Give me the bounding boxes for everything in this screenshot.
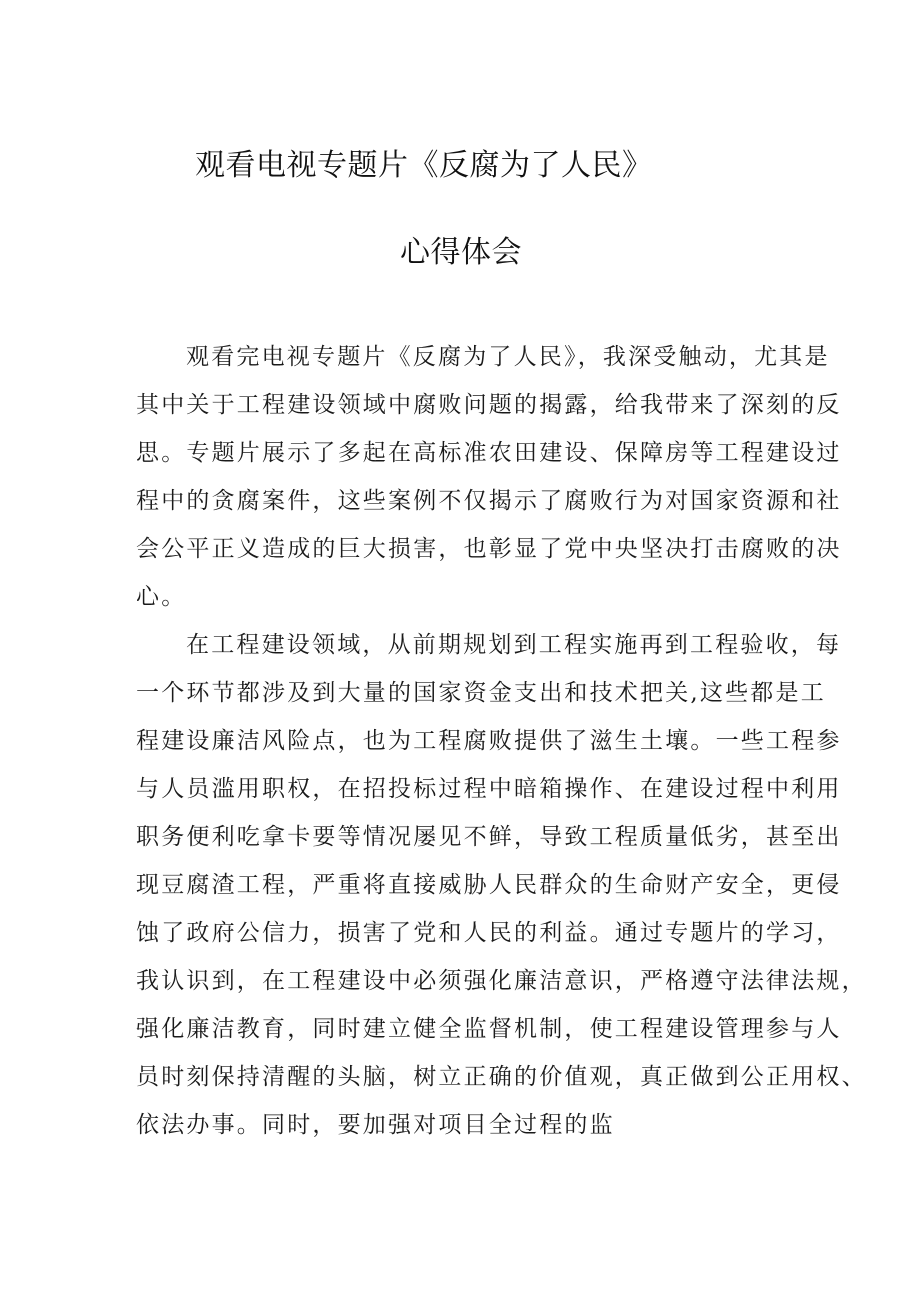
paragraph-line: 蚀了政府公信力，损害了党和人民的利益。通过专题片的学习， (136, 920, 842, 946)
paragraph-line: 思。专题片展示了多起在高标准农田建设、保障房等工程建设过 (136, 440, 842, 466)
paragraph-line: 在工程建设领域，从前期规划到工程实施再到工程验收，每 (186, 632, 842, 658)
paragraph-line: 员时刻保持清醒的头脑，树立正确的价值观，真正做到公正用权、 (136, 1064, 867, 1090)
paragraph-line: 心。 (136, 584, 187, 610)
paragraph-line: 强化廉洁教育，同时建立健全监督机制，使工程建设管理参与人 (136, 1016, 842, 1042)
paragraph-line: 与人员滥用职权，在招投标过程中暗箱操作、在建设过程中利用 (136, 776, 842, 802)
paragraph-line: 我认识到，在工程建设中必须强化廉洁意识，严格遵守法律法规， (136, 968, 867, 994)
paragraph-line: 依法办事。同时，要加强对项目全过程的监 (136, 1112, 615, 1138)
paragraph-line: 观看完电视专题片《反腐为了人民》，我深受触动，尤其是 (186, 344, 830, 370)
paragraph-line: 程中的贪腐案件，这些案例不仅揭示了腐败行为对国家资源和社 (136, 488, 842, 514)
paragraph-line: 其中关于工程建设领域中腐败问题的揭露，给我带来了深刻的反 (136, 392, 842, 418)
document-title: 观看电视专题片《反腐为了人民》 (195, 148, 653, 183)
paragraph-line: 会公平正义造成的巨大损害，也彰显了党中央坚决打击腐败的决 (136, 536, 842, 562)
document-subtitle: 心得体会 (400, 235, 522, 270)
paragraph-line: 职务便利吃拿卡要等情况屡见不鲜，导致工程质量低劣，甚至出 (136, 824, 842, 850)
paragraph-line: 现豆腐渣工程，严重将直接威胁人民群众的生命财产安全，更侵 (136, 872, 842, 898)
paragraph-line: 程建设廉洁风险点，也为工程腐败提供了滋生土壤。一些工程参 (136, 728, 842, 754)
paragraph-line: 一个环节都涉及到大量的国家资金支出和技术把关,这些都是工 (136, 680, 826, 706)
